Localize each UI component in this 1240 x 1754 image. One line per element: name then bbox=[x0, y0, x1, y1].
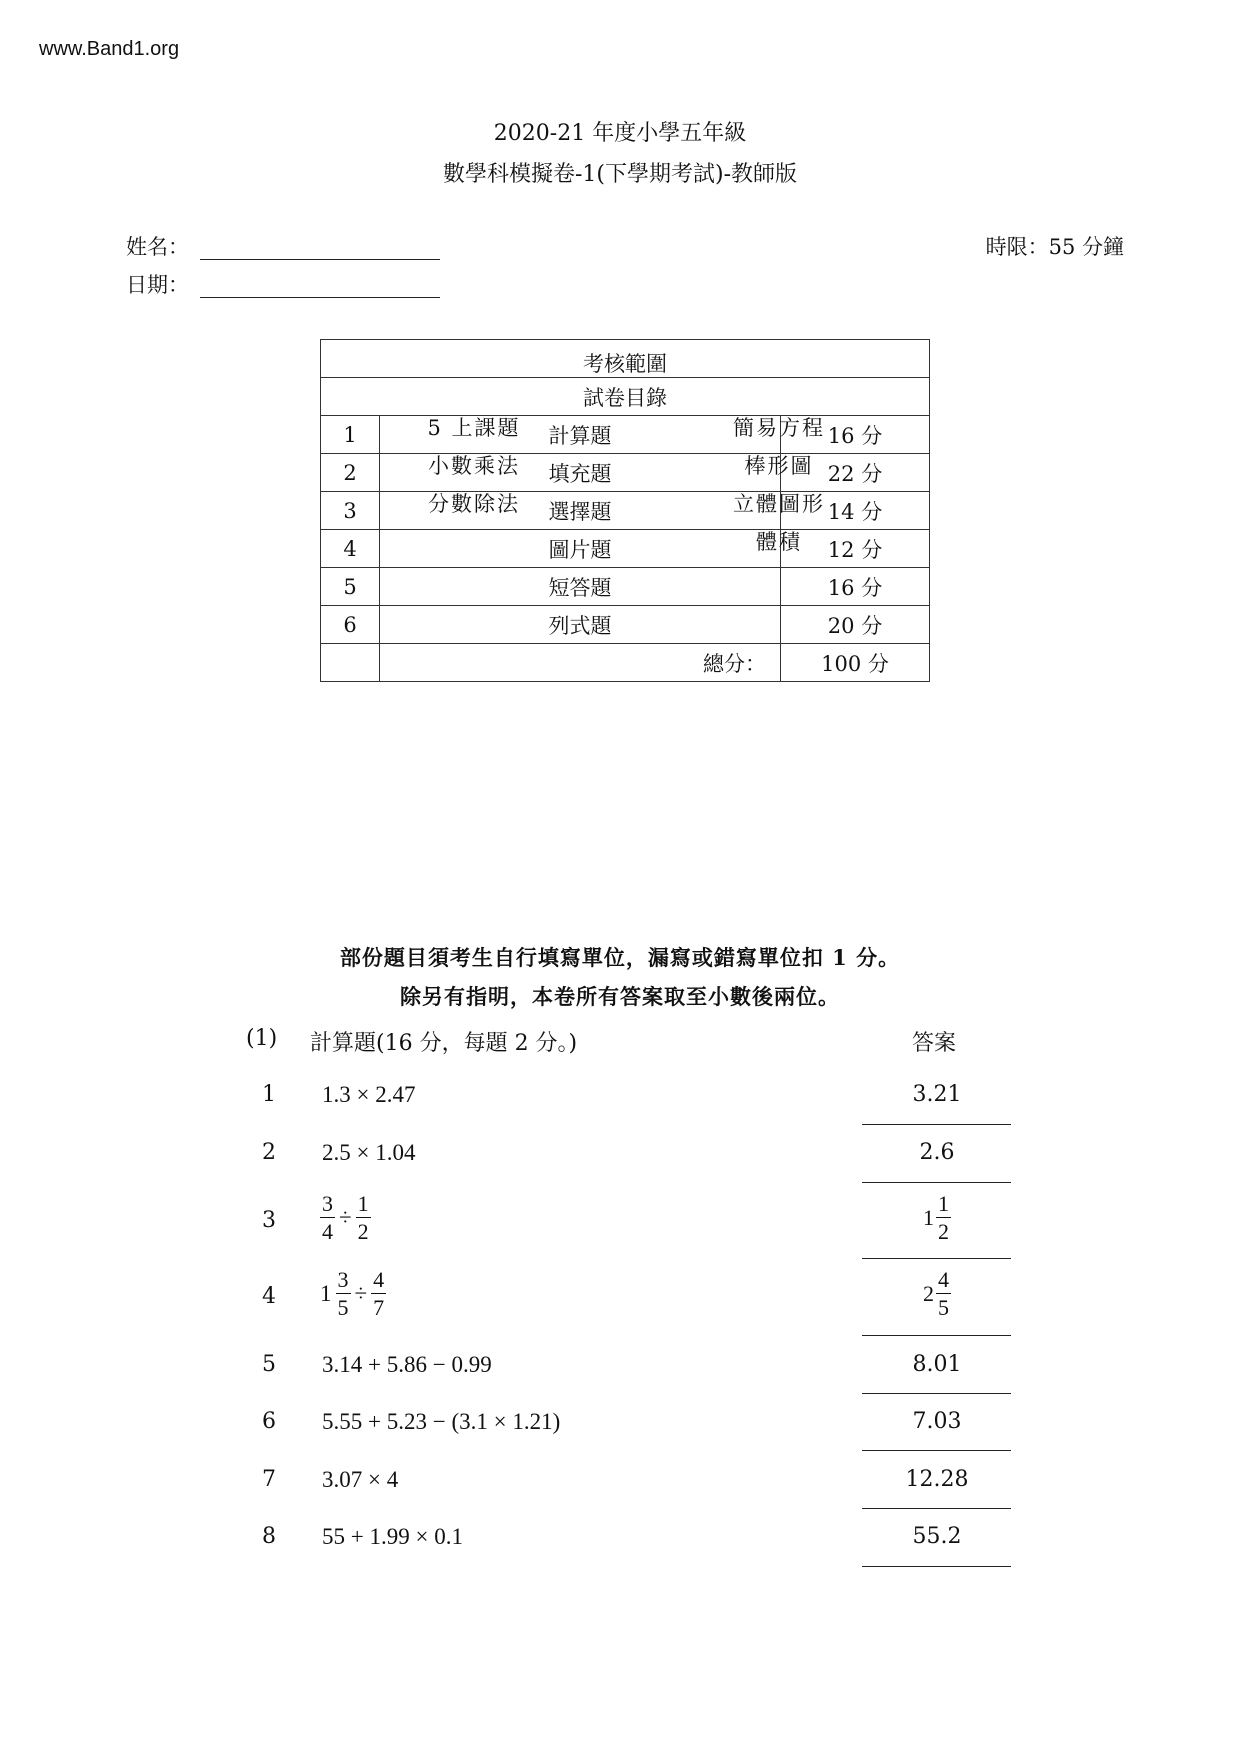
denominator: 5 bbox=[938, 1295, 949, 1320]
toc-name: 短答題 bbox=[380, 568, 781, 606]
answer-line[interactable] bbox=[862, 1182, 1011, 1183]
time-limit: 時限：55 分鐘 bbox=[985, 235, 1124, 259]
scope-topic: 5 上課題 bbox=[427, 416, 521, 440]
toc-marks: 16 分 bbox=[781, 568, 930, 606]
answer-line[interactable] bbox=[862, 1258, 1011, 1259]
question-number: 7 bbox=[262, 1467, 276, 1492]
question-number: 4 bbox=[262, 1284, 276, 1309]
toc-marks: 16 分 bbox=[781, 416, 930, 454]
scope-topic: 體積 bbox=[756, 530, 802, 554]
toc-name: 填充題 bbox=[380, 454, 781, 492]
answer-header: 答案 bbox=[912, 1031, 957, 1056]
question-number: 6 bbox=[262, 1409, 276, 1434]
answer-line[interactable] bbox=[862, 1335, 1011, 1336]
date-label: 日期： bbox=[126, 273, 189, 297]
answer-value: 2.6 bbox=[919, 1140, 955, 1165]
toc-marks: 12 分 bbox=[781, 530, 930, 568]
question-expression: 1.3 × 2.47 bbox=[322, 1082, 416, 1107]
toc-no: 6 bbox=[321, 606, 380, 644]
toc-no: 4 bbox=[321, 530, 380, 568]
toc-row bbox=[321, 568, 930, 606]
toc-name: 計算題 bbox=[380, 416, 781, 454]
answer-value: 55.2 bbox=[912, 1524, 962, 1549]
question-number: 3 bbox=[262, 1208, 276, 1233]
toc-marks: 20 分 bbox=[781, 606, 930, 644]
numerator: 3 bbox=[337, 1267, 349, 1292]
answer-value bbox=[862, 1193, 1012, 1243]
denominator: 7 bbox=[373, 1295, 385, 1320]
section-title: 計算題(16 分，每題 2 分。) bbox=[310, 1031, 578, 1056]
toc-heading: 試卷目錄 bbox=[321, 378, 930, 416]
numerator: 4 bbox=[373, 1267, 385, 1292]
note-units: 部份題目須考生自行填寫單位，漏寫或錯寫單位扣 1 分。 bbox=[339, 945, 901, 970]
scope-topic: 簡易方程 bbox=[733, 416, 825, 440]
toc-name: 列式題 bbox=[380, 606, 781, 644]
exam-subtitle: 數學科模擬卷-1(下學期考試)-教師版 bbox=[442, 162, 798, 187]
answer-value: 8.01 bbox=[912, 1352, 962, 1377]
answer-value: 12.28 bbox=[905, 1467, 969, 1492]
toc-row bbox=[321, 606, 930, 644]
question-expression: 55 + 1.99 × 0.1 bbox=[322, 1524, 463, 1549]
section-number: (1) bbox=[246, 1026, 278, 1051]
scope-topic: 分數除法 bbox=[428, 492, 520, 516]
toc-marks: 22 分 bbox=[781, 454, 930, 492]
scope-topic: 立體圖形 bbox=[733, 492, 825, 516]
toc-name: 選擇題 bbox=[380, 492, 781, 530]
question-expression: 3.14 + 5.86 − 0.99 bbox=[322, 1352, 492, 1377]
fraction bbox=[356, 1193, 371, 1243]
fraction bbox=[936, 1193, 951, 1243]
answer-line[interactable] bbox=[862, 1393, 1011, 1394]
answer-value: 3.21 bbox=[912, 1082, 962, 1107]
whole-part: 2 bbox=[923, 1281, 934, 1306]
whole-part: 1 bbox=[923, 1205, 934, 1230]
operator: ÷ bbox=[339, 1205, 352, 1230]
toc-no: 3 bbox=[321, 492, 380, 530]
scope-heading: 考核範圍 bbox=[583, 352, 667, 376]
date-field[interactable] bbox=[200, 296, 440, 298]
denominator: 4 bbox=[322, 1219, 333, 1244]
toc-name: 圖片題 bbox=[380, 530, 781, 568]
question-expression bbox=[320, 1193, 371, 1243]
exam-overview-table bbox=[320, 339, 930, 682]
exam-title: 2020-21 年度小學五年級 bbox=[493, 121, 747, 146]
note-decimals: 除另有指明，本卷所有答案取至小數後兩位。 bbox=[400, 984, 840, 1009]
scope-topic: 小數乘法 bbox=[428, 454, 520, 478]
toc-empty bbox=[321, 644, 380, 682]
question-number: 8 bbox=[262, 1524, 276, 1549]
operator: ÷ bbox=[354, 1281, 368, 1306]
site-watermark: www.Band1.org bbox=[39, 38, 180, 60]
name-label: 姓名： bbox=[126, 235, 189, 259]
toc-marks: 14 分 bbox=[781, 492, 930, 530]
toc-no: 2 bbox=[321, 454, 380, 492]
toc-total: 100 分 bbox=[781, 644, 930, 682]
answer-value bbox=[862, 1269, 1012, 1319]
fraction bbox=[320, 1193, 335, 1243]
question-expression: 2.5 × 1.04 bbox=[322, 1140, 416, 1165]
fraction bbox=[371, 1269, 386, 1319]
question-number: 5 bbox=[262, 1352, 276, 1377]
toc-no: 5 bbox=[321, 568, 380, 606]
fraction bbox=[936, 1269, 951, 1319]
toc-no: 1 bbox=[321, 416, 380, 454]
question-number: 1 bbox=[262, 1082, 276, 1107]
answer-value: 7.03 bbox=[912, 1409, 962, 1434]
question-expression: 5.55 + 5.23 − (3.1 × 1.21) bbox=[322, 1409, 561, 1434]
denominator: 5 bbox=[337, 1295, 349, 1320]
question-expression: 3.07 × 4 bbox=[322, 1467, 399, 1492]
denominator: 2 bbox=[938, 1219, 949, 1244]
answer-line[interactable] bbox=[862, 1450, 1011, 1451]
answer-line[interactable] bbox=[862, 1124, 1011, 1125]
fraction bbox=[336, 1269, 351, 1319]
numerator: 1 bbox=[357, 1191, 369, 1216]
question-expression bbox=[320, 1269, 386, 1319]
answer-line[interactable] bbox=[862, 1508, 1011, 1509]
scope-topic: 棒形圖 bbox=[744, 454, 814, 478]
name-field[interactable] bbox=[200, 258, 440, 260]
question-number: 2 bbox=[262, 1140, 276, 1165]
answer-line[interactable] bbox=[862, 1566, 1011, 1567]
denominator: 2 bbox=[357, 1219, 369, 1244]
numerator: 3 bbox=[322, 1191, 333, 1216]
numerator: 4 bbox=[938, 1267, 949, 1292]
toc-total-label: 總分： bbox=[380, 644, 781, 682]
numerator: 1 bbox=[938, 1191, 949, 1216]
toc-total-row bbox=[321, 644, 930, 682]
whole-part: 1 bbox=[320, 1281, 332, 1306]
